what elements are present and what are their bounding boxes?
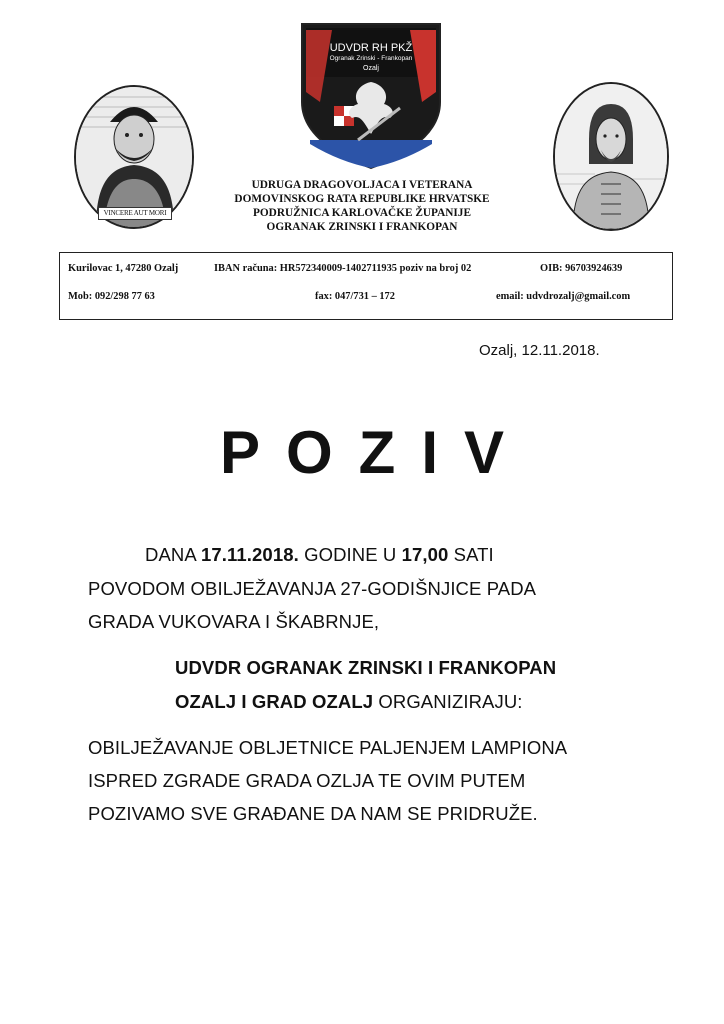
- body-line-3: GRADA VUKOVARA I ŠKABRNJE,: [88, 611, 380, 632]
- org-line-1: UDRUGA DRAGOVOLJACA I VETERANA: [251, 179, 473, 191]
- nobleman-portrait-right: [555, 84, 667, 229]
- contact-iban: IBAN računa: HR572340009-1402711935 poziv na broj 02: [214, 263, 472, 274]
- org-line-2: DOMOVINSKOG RATA REPUBLIKE HRVATSKE: [234, 193, 490, 205]
- portrait-motto: VINCERE AUT MORI: [98, 207, 172, 220]
- contact-address: Kurilovac 1, 47280 Ozalj: [68, 263, 179, 274]
- body-line-7: ISPRED ZGRADE GRADA OZLJA TE OVIM PUTEM: [88, 770, 526, 791]
- org-line-4: OGRANAK ZRINSKI I FRANKOPAN: [266, 221, 458, 233]
- body-text: SATI: [448, 544, 494, 565]
- body-text: GODINE U: [298, 544, 402, 565]
- contact-mobile: Mob: 092/298 77 63: [68, 291, 155, 302]
- body-line-4: UDVDR OGRANAK ZRINSKI I FRANKOPAN: [175, 657, 557, 678]
- contact-box: [59, 252, 673, 320]
- emblem-line-2: Ogranak Zrinski - Frankopan: [329, 55, 413, 62]
- event-time: 17,00: [401, 544, 449, 565]
- page-title: POZIV: [219, 419, 531, 486]
- contact-email: email: udvdrozalj@gmail.com: [496, 291, 631, 302]
- organizers-bold: OZALJ I GRAD OZALJ: [175, 691, 374, 712]
- contact-fax: fax: 047/731 – 172: [315, 291, 395, 302]
- letter-date: Ozalj, 12.11.2018.: [479, 342, 600, 359]
- body-line-6: OBILJEŽAVANJE OBLJETNICE PALJENJEM LAMPIONA: [88, 737, 568, 758]
- body-text: ORGANIZIRAJU:: [373, 691, 523, 712]
- body-line-1: [145, 544, 494, 566]
- contact-oib: OIB: 96703924639: [540, 263, 623, 274]
- org-line-3: PODRUŽNICA KARLOVAČKE ŽUPANIJE: [252, 207, 471, 219]
- emblem-line-3: Ozalj: [363, 65, 379, 72]
- portrait-right: [553, 82, 669, 231]
- body-text: DANA: [145, 544, 202, 565]
- body-line-5: [175, 691, 523, 713]
- nobleman-portrait-left: [76, 87, 192, 227]
- body-line-8: POZIVAMO SVE GRAĐANE DA NAM SE PRIDRUŽE.: [88, 803, 538, 824]
- organization-emblem: [300, 22, 442, 170]
- emblem-line-1: UDVDR RH PKŽ: [329, 42, 413, 54]
- body-line-2: POVODOM OBILJEŽAVANJA 27-GODIŠNJICE PADA: [88, 578, 537, 599]
- event-date: 17.11.2018.: [201, 544, 299, 565]
